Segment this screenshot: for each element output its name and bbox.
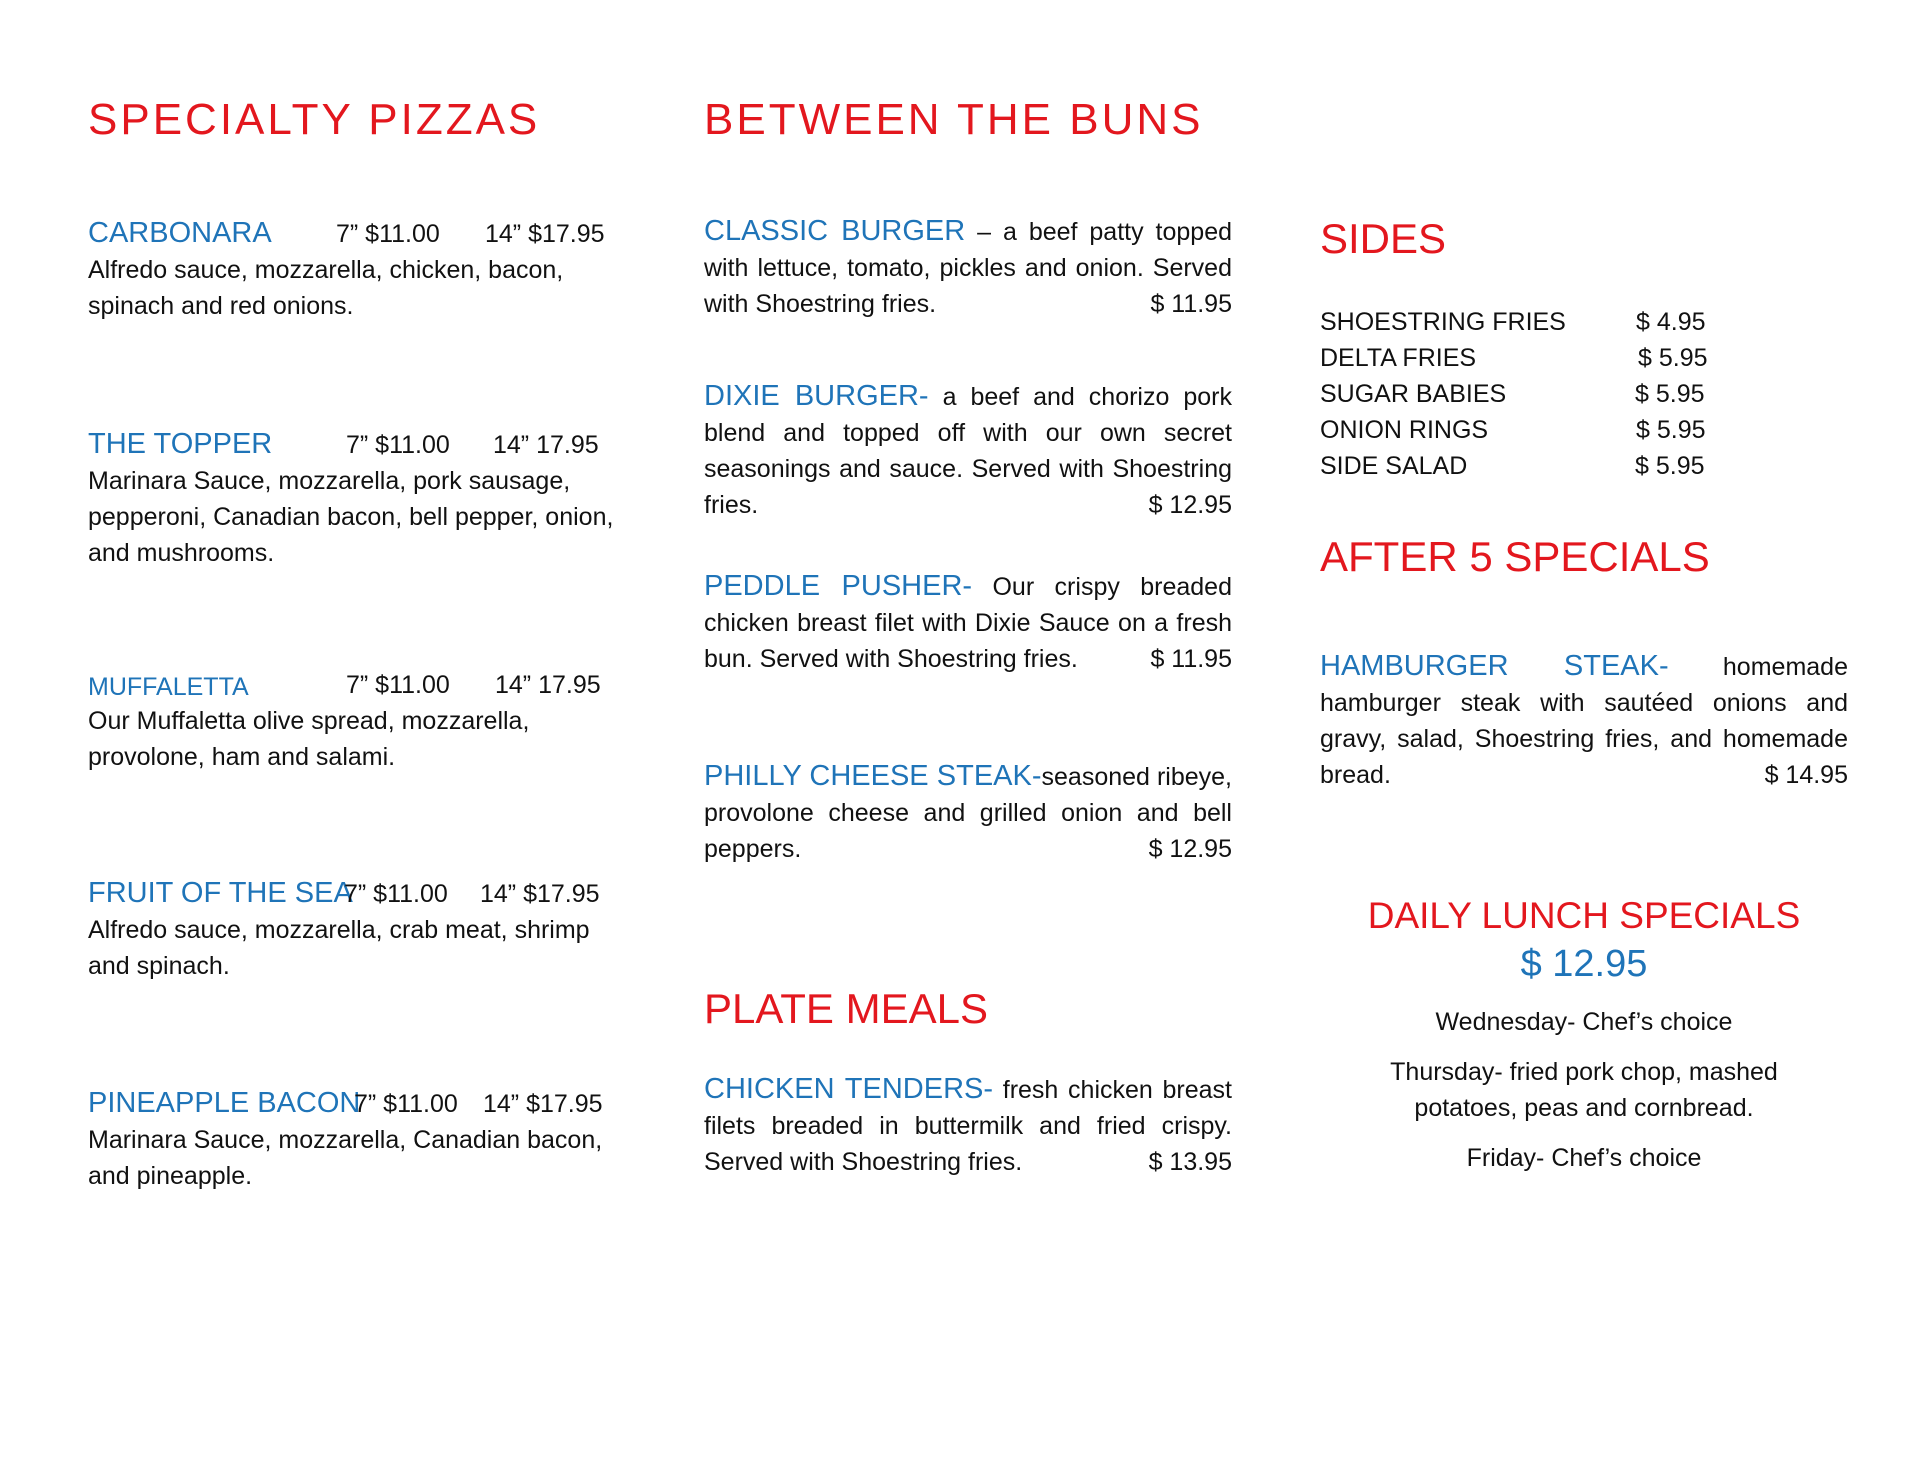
- side-item: [1320, 448, 1740, 484]
- side-price: $ 5.95: [1636, 416, 1706, 444]
- item-price: $ 11.95: [1150, 645, 1232, 673]
- pizza-name: FRUIT OF THE SEA: [88, 877, 353, 909]
- pizza-price-small: 7” $11.00: [344, 880, 448, 908]
- item-name: CHICKEN TENDERS-: [704, 1073, 994, 1105]
- pizza-price-large: 14” 17.95: [495, 671, 601, 699]
- pizza-description: Our Muffaletta olive spread, mozzarella, provolone, ham and salami.: [88, 707, 530, 771]
- pizza-description: Alfredo sauce, mozzarella, crab meat, shrimp and spinach.: [88, 916, 590, 980]
- lunch-special-line: Friday- Chef’s choice: [1466, 1144, 1702, 1172]
- side-price: $ 4.95: [1636, 308, 1706, 336]
- pizza-price-large: 14” $17.95: [480, 880, 600, 908]
- pizza-description: Marinara Sauce, mozzarella, pork sausage, pepperoni, Canadian bacon, bell pepper, onion, and mushrooms.: [88, 467, 614, 567]
- specialty-pizzas-title: SPECIALTY PIZZAS: [88, 95, 541, 144]
- side-name: SHOESTRING FRIES: [1320, 308, 1566, 336]
- side-price: $ 5.95: [1635, 452, 1705, 480]
- pizza-name: CARBONARA: [88, 217, 272, 249]
- item-description: seasoned ribeye, provolone cheese and grilled onion and bell peppers.: [704, 763, 1232, 863]
- side-name: DELTA FRIES: [1320, 344, 1477, 372]
- pizza-name: PINEAPPLE BACON: [88, 1087, 361, 1119]
- pizza-header: [88, 1086, 616, 1120]
- side-price: $ 5.95: [1635, 380, 1705, 408]
- menu-item: [704, 568, 1232, 677]
- lunch-special-line: Wednesday- Chef’s choice: [1435, 1008, 1733, 1036]
- lunch-special-line: Thursday- fried pork chop, mashed potatoes, peas and cornbread.: [1390, 1058, 1778, 1122]
- side-item: [1320, 376, 1740, 412]
- menu-item: [1320, 648, 1848, 793]
- item-name: CLASSIC BURGER: [704, 215, 966, 247]
- plate-meals-title: PLATE MEALS: [704, 985, 988, 1032]
- daily-lunch-specials: [1320, 894, 1848, 1176]
- item-name: DIXIE BURGER-: [704, 380, 929, 412]
- pizza-name: MUFFALETTA: [88, 673, 249, 701]
- item-price: $ 14.95: [1764, 761, 1848, 789]
- side-name: SIDE SALAD: [1320, 452, 1468, 480]
- menu-item: [704, 378, 1232, 523]
- sides-list: [1320, 304, 1740, 484]
- item-description: fresh chicken breast filets breaded in buttermilk and fried crispy. Served with Shoestring fries.: [704, 1076, 1232, 1176]
- item-description: homemade hamburger steak with sautéed onions and gravy, salad, Shoestring fries, and homemade bread.: [1320, 653, 1848, 789]
- pizza-price-small: 7” $11.00: [346, 431, 450, 459]
- sides-title: SIDES: [1320, 215, 1447, 262]
- pizza-price-small: 7” $11.00: [354, 1090, 458, 1118]
- item-description: a beef and chorizo pork blend and topped off with our own secret seasonings and sauce. Served with Shoestring fries.: [704, 383, 1232, 519]
- lunch-price: $ 12.95: [1520, 943, 1648, 985]
- lunch-specials-title: DAILY LUNCH SPECIALS: [1367, 895, 1801, 936]
- item-description: Our crispy breaded chicken breast filet with Dixie Sauce on a fresh bun. Served with Shoestring fries.: [704, 573, 1232, 673]
- pizza-description: Marinara Sauce, mozzarella, Canadian bacon, and pineapple.: [88, 1126, 603, 1190]
- pizza-price-large: 14” $17.95: [483, 1090, 603, 1118]
- pizza-item: [88, 876, 616, 984]
- pizza-item: [88, 1086, 616, 1194]
- item-name: PHILLY CHEESE STEAK-: [704, 760, 1042, 792]
- item-price: $ 12.95: [1148, 491, 1232, 519]
- menu-item: [704, 213, 1232, 322]
- between-the-buns-title: BETWEEN THE BUNS: [704, 95, 1204, 144]
- pizza-price-large: 14” 17.95: [493, 431, 599, 459]
- item-name: HAMBURGER STEAK-: [1320, 650, 1669, 682]
- pizza-header: [88, 876, 616, 910]
- pizza-item: [88, 427, 616, 571]
- pizza-header: [88, 427, 616, 461]
- pizza-item: [88, 667, 616, 775]
- side-item: [1320, 412, 1740, 448]
- menu-item: [704, 758, 1232, 867]
- pizza-header: [88, 667, 616, 701]
- pizza-header: [88, 216, 616, 250]
- after-5-specials-title: AFTER 5 SPECIALS: [1320, 533, 1710, 580]
- side-item: [1320, 304, 1740, 340]
- pizza-description: Alfredo sauce, mozzarella, chicken, bacon, spinach and red onions.: [88, 256, 564, 320]
- pizza-price-small: 7” $11.00: [346, 671, 450, 699]
- side-name: ONION RINGS: [1320, 416, 1489, 444]
- pizza-price-small: 7” $11.00: [336, 220, 440, 248]
- item-price: $ 12.95: [1148, 835, 1232, 863]
- menu-item: [704, 1071, 1232, 1180]
- item-description: – a beef patty topped with lettuce, tomato, pickles and onion. Served with Shoestring fries.: [704, 218, 1232, 318]
- side-name: SUGAR BABIES: [1320, 380, 1507, 408]
- pizza-price-large: 14” $17.95: [485, 220, 605, 248]
- item-price: $ 11.95: [1150, 290, 1232, 318]
- pizza-name: THE TOPPER: [88, 428, 273, 460]
- side-item: [1320, 340, 1740, 376]
- side-price: $ 5.95: [1638, 344, 1708, 372]
- item-price: $ 13.95: [1148, 1148, 1232, 1176]
- pizza-item: [88, 216, 616, 324]
- item-name: PEDDLE PUSHER-: [704, 570, 973, 602]
